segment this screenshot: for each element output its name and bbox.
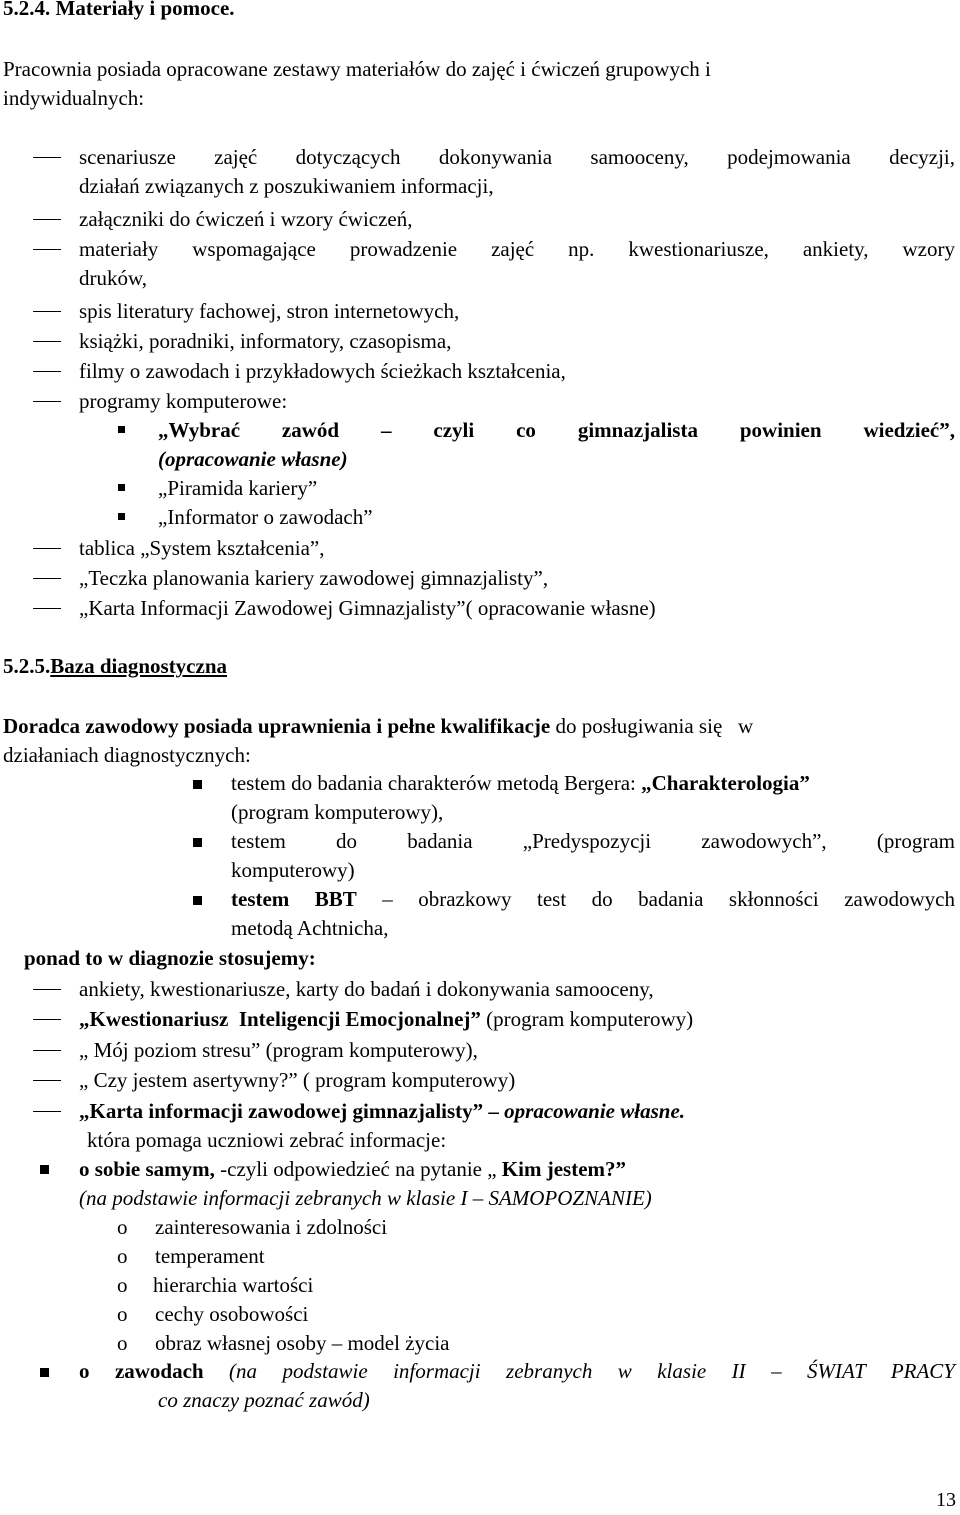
- o-list-item: zainteresowania i zdolności: [155, 1215, 388, 1239]
- section-heading-525: [3, 652, 227, 681]
- list-item: „Teczka planowania kariery zawodowej gimnazjalisty”,: [79, 566, 549, 590]
- dash-bullet: [33, 578, 61, 579]
- dash-bullet: [33, 608, 61, 609]
- list-item: książki, poradniki, informatory, czasopisma,: [79, 329, 452, 353]
- list-item-cont: która pomaga uczniowi zebrać informacje:: [87, 1128, 447, 1152]
- test-item-2: testem do badania „Predyspozycji zawodowych”, (program: [231, 829, 955, 853]
- list-item: [79, 1005, 693, 1034]
- dash-bullet: [33, 311, 61, 312]
- test-item-3: [231, 885, 955, 914]
- dash-bullet: [33, 249, 61, 250]
- test-item-3-cont: metodą Achtnicha,: [231, 916, 389, 940]
- dash-bullet: [33, 1080, 61, 1081]
- dash-bullet: [33, 219, 61, 220]
- dash-bullet: [33, 1019, 61, 1020]
- o-bullet: o: [117, 1215, 128, 1239]
- test-item-1-cont: (program komputerowy),: [231, 800, 444, 824]
- about-self-rest: -czyli odpowiedzieć na pytanie „: [214, 1157, 502, 1181]
- square-bullet: [193, 838, 202, 847]
- list-item: załączniki do ćwiczeń i wzory ćwiczeń,: [79, 207, 413, 231]
- about-jobs-cont: co znaczy poznać zawód): [158, 1388, 370, 1412]
- o-bullet: o: [117, 1302, 128, 1326]
- section-title: Baza diagnostyczna: [50, 654, 228, 678]
- list-item: spis literatury fachowej, stron internetowych,: [79, 299, 460, 323]
- doradca-bold: Doradca zawodowy posiada uprawnienia i pełne kwalifikacje: [3, 714, 551, 738]
- about-self-question: Kim jestem?”: [501, 1157, 627, 1181]
- o-list-item: hierarchia wartości: [153, 1273, 314, 1297]
- square-bullet: [193, 780, 202, 789]
- list-item-cont: druków,: [79, 266, 148, 290]
- ponad-heading: ponad to w diagnozie stosujemy:: [24, 946, 316, 970]
- dash-bullet: [33, 401, 61, 402]
- o-bullet: o: [117, 1331, 128, 1355]
- test-3-rest: – obrazkowy test do badania skłonności zawodowych: [356, 887, 955, 911]
- sublist-item: „Piramida kariery”: [158, 476, 318, 500]
- section-number: 5.2.5.: [3, 654, 51, 678]
- list-item: tablica „System kształcenia”,: [79, 536, 325, 560]
- list-item: „ Mój poziom stresu” (program komputerowy),: [79, 1038, 478, 1062]
- o-list-item: cechy osobowości: [155, 1302, 309, 1326]
- intro-line-2: indywidualnych:: [3, 86, 145, 110]
- test-item-2-cont: komputerowy): [231, 858, 355, 882]
- dash-bullet: [33, 371, 61, 372]
- dash-bullet: [33, 548, 61, 549]
- doradca-line-1: [3, 712, 905, 741]
- list-item-bold: „Karta informacji zawodowej gimnazjalisty” –: [79, 1099, 505, 1123]
- sublist-item: „Informator o zawodach”: [158, 505, 373, 529]
- list-item-bold: „Kwestionariusz Inteligencji Emocjonalnej”: [79, 1007, 481, 1031]
- test-1-bold: „Charakterologia”: [641, 771, 810, 795]
- dash-bullet: [33, 1050, 61, 1051]
- doradca-line-2: działaniach diagnostycznych:: [3, 743, 251, 767]
- o-bullet: o: [117, 1273, 128, 1297]
- test-item-1: [231, 769, 810, 798]
- square-bullet: [118, 484, 125, 491]
- about-jobs-italic: (na podstawie informacji zebranych w klasie II – ŚWIAT PRACY: [203, 1359, 955, 1383]
- list-item: „Karta Informacji Zawodowej Gimnazjalisty”( opracowanie własne): [79, 596, 656, 620]
- about-self-note: (na podstawie informacji zebranych w klasie I – SAMOPOZNANIE): [79, 1186, 652, 1210]
- dash-bullet: [33, 341, 61, 342]
- square-bullet: [40, 1368, 49, 1377]
- square-bullet: [118, 513, 125, 520]
- list-item: „ Czy jestem asertywny?” ( program komputerowy): [79, 1068, 516, 1092]
- list-item: scenariusze zajęć dotyczących dokonywania samooceny, podejmowania decyzji,: [79, 145, 955, 169]
- dash-bullet: [33, 157, 61, 158]
- list-item-rest: (program komputerowy): [480, 1007, 694, 1031]
- square-bullet: [40, 1165, 49, 1174]
- square-bullet: [118, 426, 125, 433]
- list-item-cont: działań związanych z poszukiwaniem informacji,: [79, 174, 494, 198]
- o-list-item: obraz własnej osoby – model życia: [155, 1331, 450, 1355]
- sublist-item: „Wybrać zawód – czyli co gimnazjalista powinien wiedzieć”,: [158, 418, 955, 442]
- square-bullet: [193, 896, 202, 905]
- about-self-line: [79, 1155, 626, 1184]
- list-item: [79, 1097, 685, 1126]
- test-1-text: testem do badania charakterów metodą Bergera:: [231, 771, 642, 795]
- about-jobs-bold: o zawodach: [79, 1359, 204, 1383]
- sublist-item-cont: (opracowanie własne): [158, 447, 348, 471]
- list-item: ankiety, kwestionariusze, karty do badań i dokonywania samooceny,: [79, 977, 654, 1001]
- o-list-item: temperament: [155, 1244, 265, 1268]
- about-jobs-line: [79, 1357, 955, 1386]
- doradca-rest: do posługiwania się w: [550, 714, 754, 738]
- list-item: filmy o zawodach i przykładowych ścieżkach kształcenia,: [79, 359, 566, 383]
- list-item: programy komputerowe:: [79, 389, 288, 413]
- dash-bullet: [33, 989, 61, 990]
- dash-bullet: [33, 1111, 61, 1112]
- test-3-bold: testem BBT: [231, 887, 357, 911]
- list-item-italic: opracowanie własne.: [504, 1099, 686, 1123]
- o-bullet: o: [117, 1244, 128, 1268]
- list-item: materiały wspomagające prowadzenie zajęć np. kwestionariusze, ankiety, wzory: [79, 237, 955, 261]
- page-number: 13: [936, 1489, 956, 1511]
- section-heading-524: 5.2.4. Materiały i pomoce.: [3, 0, 235, 20]
- intro-line-1: Pracownia posiada opracowane zestawy materiałów do zajęć i ćwiczeń grupowych i: [3, 57, 711, 81]
- about-self-bold: o sobie samym,: [79, 1157, 215, 1181]
